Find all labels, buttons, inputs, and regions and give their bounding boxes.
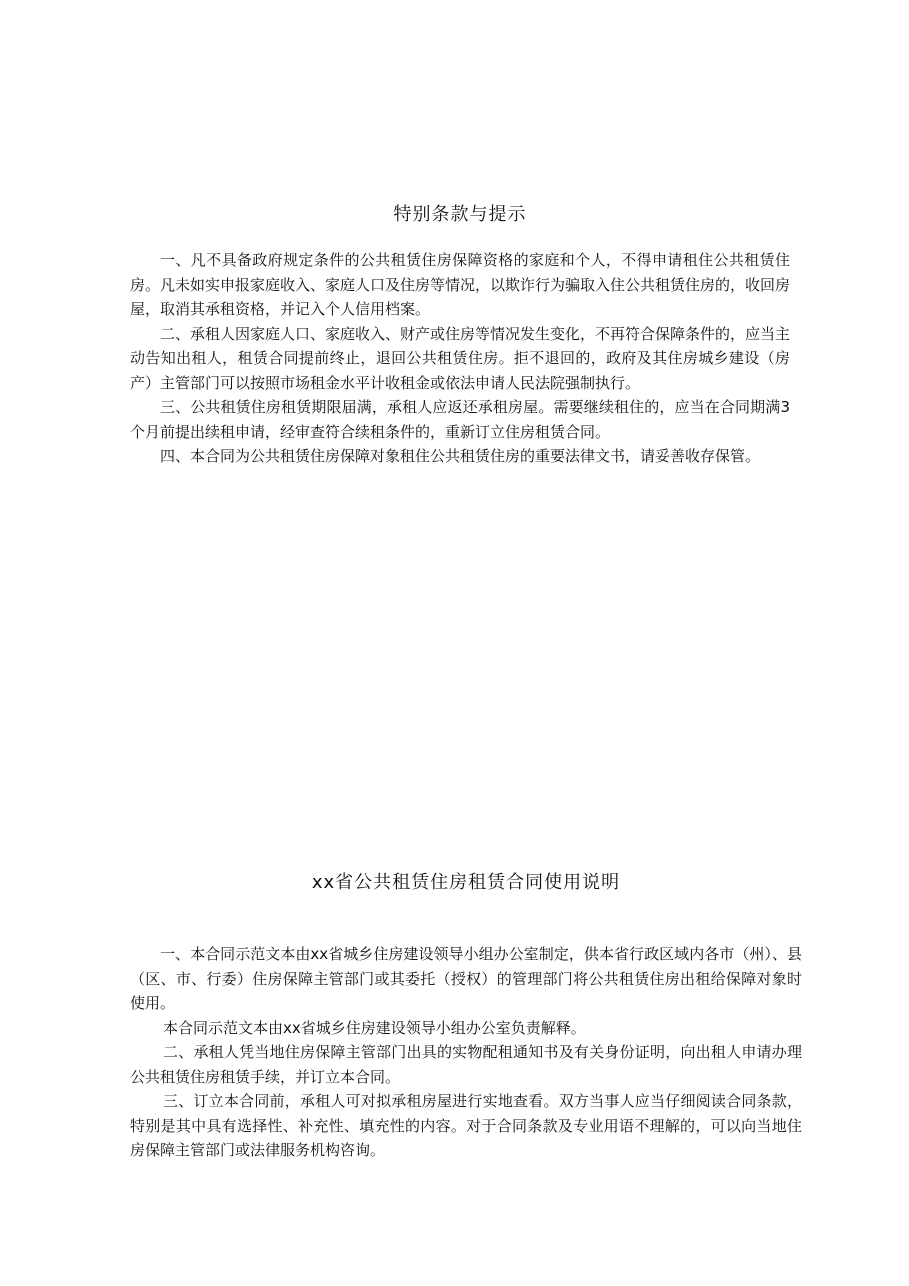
special-terms-title: 特别条款与提示 [393, 204, 527, 225]
usage-notes-title: xx省公共租赁住房租赁合同使用说明 [311, 872, 621, 893]
special-terms-paragraph-3: 三、公共租赁住房租赁期限届满，承租人应返还承租房屋。需要继续租住的，应当在合同期满3个月前提出续租申请，经审查符合续租条件的，重新订立住房租赁合同。 [130, 398, 790, 441]
special-terms-section [130, 200, 790, 469]
special-terms-paragraph-4: 四、本合同为公共租赁住房保障对象租住公共租赁住房的重要法律文书，请妥善收存保管。 [160, 447, 761, 465]
usage-notes-paragraph-1: 一、本合同示范文本由xx省城乡住房建设领导小组办公室制定，供本省行政区域内各市（州）、县（区、市、行委）住房保障主管部门或其委托（授权）的管理部门将公共租赁住房出租给保障对象时使用。 [130, 945, 802, 1012]
usage-notes-paragraph-4: 三、订立本合同前，承租人可对拟承租房屋进行实地查看。双方当事人应当仔细阅读合同条款，特别是其中具有选择性、补充性、填充性的内容。对于合同条款及专业用语不理解的，可以向当地住房保障主管部门或法律服务机构咨询。 [130, 1092, 802, 1159]
special-terms-paragraph-1: 一、凡不具备政府规定条件的公共租赁住房保障资格的家庭和个人，不得申请租住公共租赁住房。凡未如实申报家庭收入、家庭人口及住房等情况，以欺诈行为骗取入住公共租赁住房的，收回房屋，取消其承租资格，并记入个人信用档案。 [130, 251, 791, 318]
usage-notes-paragraph-2: 本合同示范文本由xx省城乡住房建设领导小组办公室负责解释。 [163, 1018, 586, 1037]
special-terms-paragraph-2: 二、承租人因家庭人口、家庭收入、财产或住房等情况发生变化，不再符合保障条件的，应当主动告知出租人，租赁合同提前终止，退回公共租赁住房。拒不退回的，政府及其住房城乡建设（房产）主管部门可以按照市场租金水平计收租金或依法申请人民法院强制执行。 [130, 324, 791, 392]
usage-notes-section [130, 868, 802, 1163]
usage-notes-paragraph-3: 二、承租人凭当地住房保障主管部门出具的实物配租通知书及有关身份证明，向出租人申请办理公共租赁住房租赁手续，并订立本合同。 [130, 1043, 802, 1086]
